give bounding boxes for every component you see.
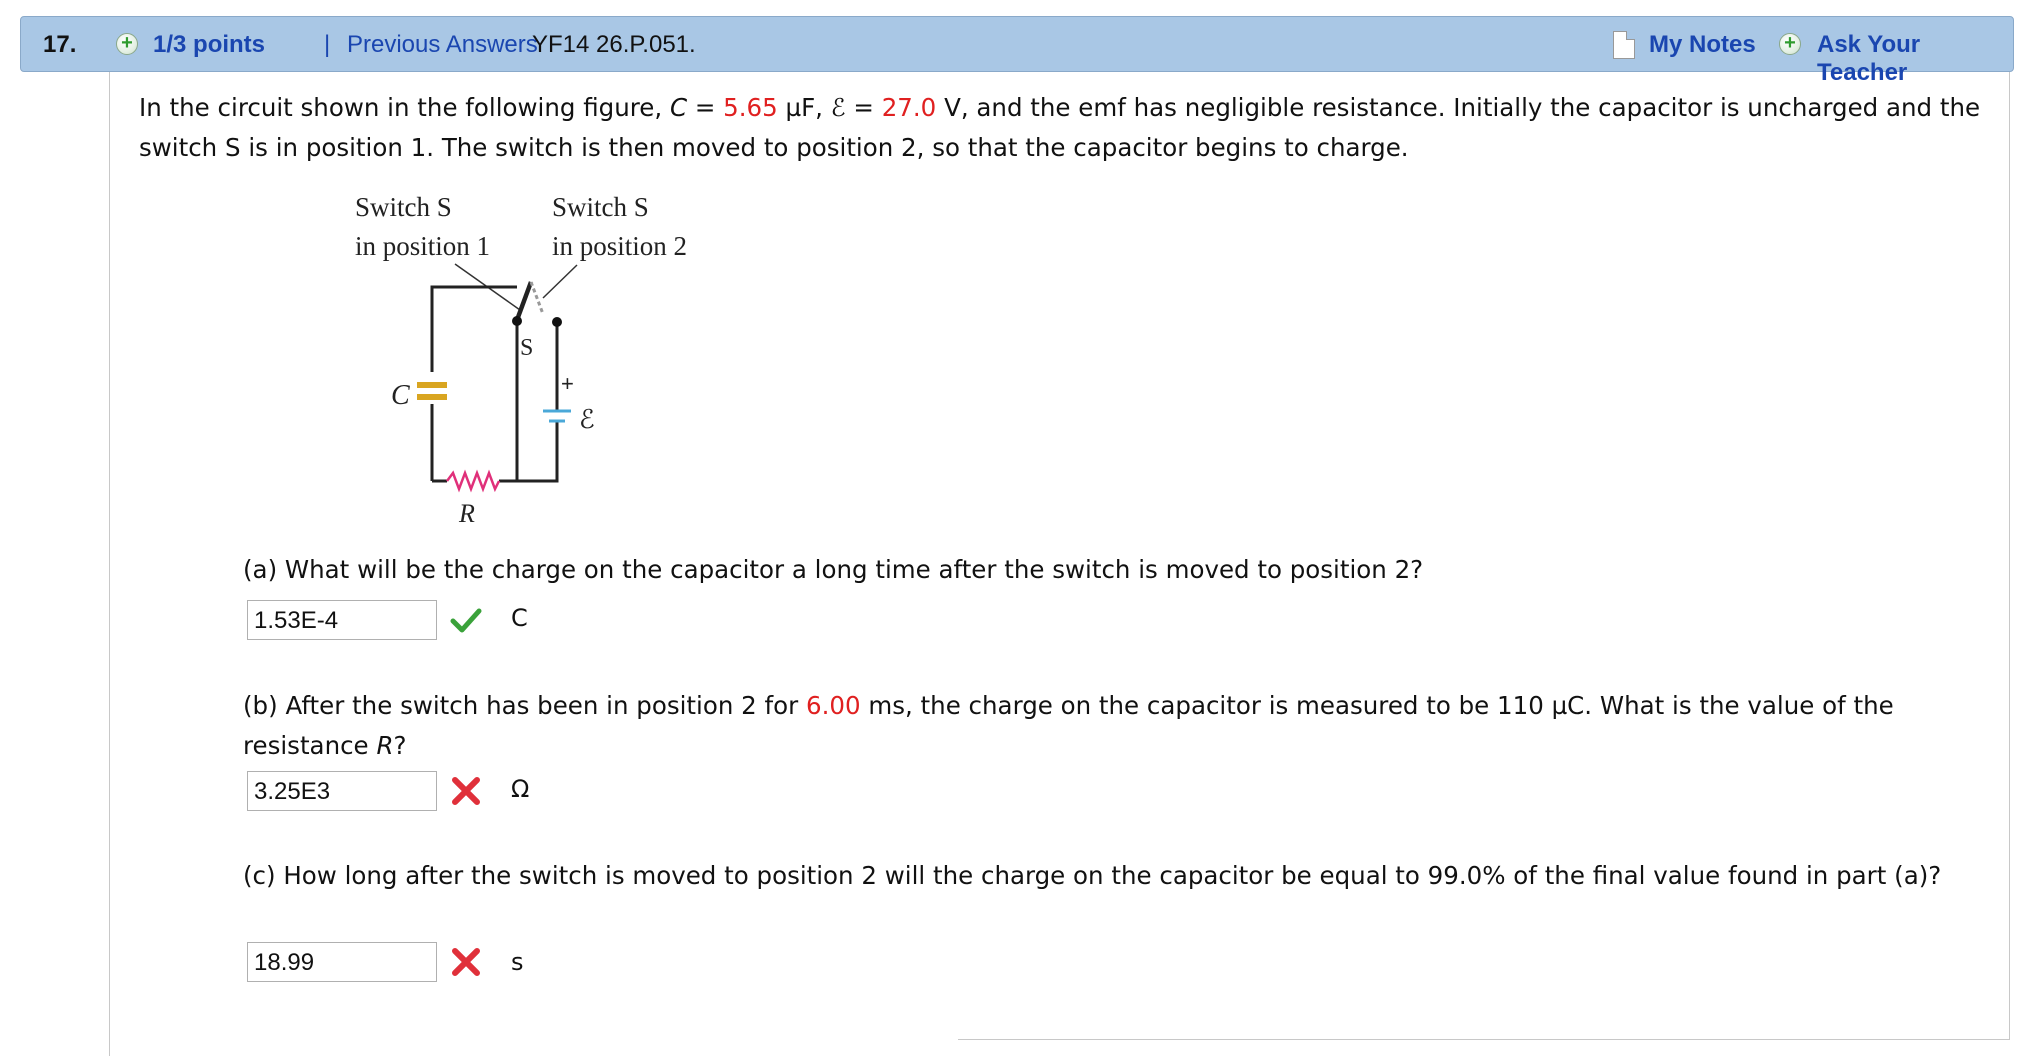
content-left-border bbox=[109, 72, 110, 1056]
answer-b-unit: Ω bbox=[511, 775, 530, 803]
label-position-2-line2: in position 2 bbox=[552, 231, 688, 261]
x-icon bbox=[450, 775, 482, 807]
note-icon[interactable] bbox=[1613, 31, 1635, 59]
question-header bbox=[20, 16, 2014, 86]
label-position-1-line1: Switch S bbox=[355, 192, 452, 222]
problem-statement: In the circuit shown in the following figure, C = 5.65 µF, ℰ = 27.0 V, and the emf has negligible resistance. Initially the capacitor is uncharged and the switch S is in position 1. The switch is then moved to position 2, so that the capacitor begins to charge. bbox=[139, 93, 1981, 162]
points-link[interactable]: 1/3 points bbox=[153, 31, 266, 58]
x-icon bbox=[450, 946, 482, 978]
label-position-2-line1: Switch S bbox=[552, 192, 649, 222]
capacitance-variable: C bbox=[669, 93, 688, 122]
circuit-figure bbox=[355, 192, 735, 532]
capacitor-plate-top bbox=[417, 382, 447, 388]
question-number: 17. bbox=[43, 31, 77, 58]
capacitor-label: C bbox=[391, 380, 410, 411]
content-bottom-border bbox=[958, 1039, 2010, 1040]
answer-a-input[interactable]: 1.53E-4 bbox=[247, 600, 437, 640]
resistor bbox=[447, 473, 499, 489]
answer-b-input[interactable]: 3.25E3 bbox=[247, 771, 437, 811]
pointer-line-2 bbox=[543, 265, 577, 298]
question-c-text: (c) How long after the switch is moved to position 2 will the charge on the capacitor be equal to 99.0% of the final value found in part (a)? bbox=[243, 861, 1942, 890]
check-icon bbox=[450, 604, 482, 636]
capacitor-plate-bottom bbox=[417, 394, 447, 400]
resistor-label: R bbox=[459, 499, 475, 528]
plus-circle-icon[interactable]: + bbox=[1779, 33, 1801, 55]
capacitance-value: 5.65 bbox=[723, 93, 778, 122]
switch-contact-2 bbox=[552, 317, 562, 327]
time-value: 6.00 bbox=[806, 691, 861, 720]
header-separator: | bbox=[324, 31, 331, 58]
problem-code: YF14 26.P.051. bbox=[532, 31, 696, 58]
label-position-1-line2: in position 1 bbox=[355, 231, 491, 261]
wire-bottom-right bbox=[499, 421, 557, 481]
switch-label: S bbox=[520, 335, 534, 361]
previous-answers-link[interactable]: Previous Answers bbox=[347, 31, 538, 58]
switch-blade bbox=[517, 282, 531, 320]
answer-a-unit: C bbox=[511, 604, 528, 632]
emf-symbol: ℰ bbox=[830, 93, 846, 122]
question-a-text: (a) What will be the charge on the capacitor a long time after the switch is moved to position 2? bbox=[243, 555, 1424, 584]
content-right-border bbox=[2009, 72, 2010, 1040]
answer-c-unit: s bbox=[511, 948, 524, 976]
switch-dashed-position bbox=[531, 282, 543, 314]
battery-plus-sign: + bbox=[561, 371, 574, 396]
emf-value: 27.0 bbox=[881, 93, 937, 122]
emf-label: ℰ bbox=[579, 405, 595, 434]
my-notes-link[interactable]: My Notes bbox=[1649, 31, 1756, 58]
switch-contact-1 bbox=[512, 316, 522, 326]
question-b-text: (b) After the switch has been in position 2 for 6.00 ms, the charge on the capacitor is measured to be 110 µC. What is the value of the resistance R? bbox=[243, 691, 1894, 760]
resistance-variable: R bbox=[376, 731, 394, 760]
plus-circle-icon[interactable]: + bbox=[116, 33, 138, 55]
ask-teacher-link[interactable]: Ask Your Teacher bbox=[1817, 31, 1921, 86]
answer-c-input[interactable]: 18.99 bbox=[247, 942, 437, 982]
